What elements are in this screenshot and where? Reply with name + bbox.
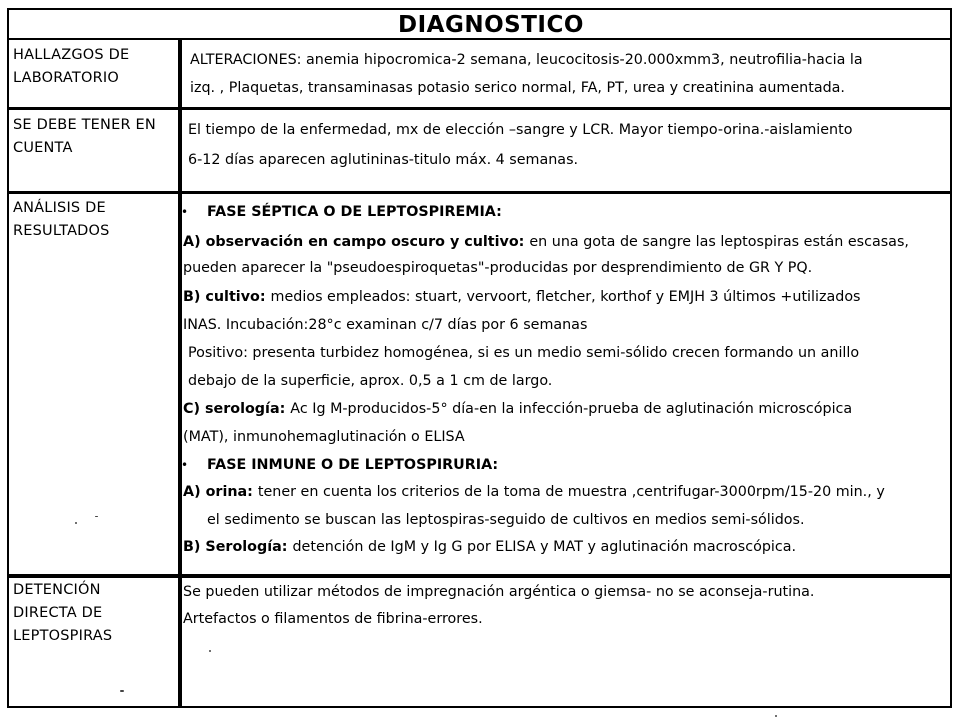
scan-speck bbox=[75, 522, 77, 524]
content-line bbox=[190, 50, 863, 70]
scan-speck bbox=[209, 650, 211, 652]
text: izq. , Plaquetas, transaminasas potasio serico normal, FA, PT, urea y creatinina aumentada. bbox=[190, 80, 845, 96]
text: debajo de la superficie, aprox. 0,5 a 1 cm de largo. bbox=[188, 373, 553, 389]
scan-speck bbox=[120, 690, 124, 692]
text: INAS. Incubación:28°c examinan c/7 días por 6 semanas bbox=[183, 317, 588, 333]
row-label: LEPTOSPIRAS bbox=[13, 628, 113, 644]
text: detención de IgM y Ig G por ELISA y MAT y aglutinación macroscópica. bbox=[292, 539, 797, 555]
text: pueden aparecer la "pseudoespiroquetas"-producidas por desprendimiento de GR Y PQ. bbox=[183, 260, 813, 276]
text: Artefactos o filamentos de fibrina-errores. bbox=[183, 611, 483, 627]
content-line bbox=[183, 427, 465, 447]
divider-title bbox=[7, 38, 952, 40]
text: ALTERACIONES: anemia hipocromica-2 semana, leucocitosis-20.000xmm3, neutrofilia-hacia la bbox=[190, 52, 863, 68]
row-label: RESULTADOS bbox=[13, 223, 110, 239]
content-line bbox=[183, 287, 861, 307]
bullet-icon: • bbox=[181, 458, 189, 472]
content-line bbox=[207, 510, 805, 530]
content-line bbox=[207, 202, 502, 222]
text: medios empleados: stuart, vervoort, fletcher, korthof y EMJH 3 últimos +utilizados bbox=[270, 289, 861, 305]
bold-text: B) Serología: bbox=[183, 539, 293, 555]
bullet-icon: • bbox=[181, 205, 189, 219]
text: Se pueden utilizar métodos de impregnación argéntica o giemsa- no se aconseja-rutina. bbox=[183, 584, 815, 600]
divider-row-1 bbox=[7, 107, 952, 110]
row-label: LABORATORIO bbox=[13, 70, 119, 86]
row-label: DETENCIÓN bbox=[13, 582, 101, 598]
text: en una gota de sangre las leptospiras están escasas, bbox=[529, 234, 909, 250]
divider-row-2 bbox=[7, 191, 952, 194]
content-line bbox=[188, 120, 852, 140]
divider-row-3 bbox=[7, 574, 952, 578]
row-label: CUENTA bbox=[13, 140, 73, 156]
text: Positivo: presenta turbidez homogénea, si es un medio semi-sólido crecen formando un anillo bbox=[188, 345, 860, 361]
text: 6-12 días aparecen aglutininas-titulo máx. 4 semanas. bbox=[188, 152, 579, 168]
row-label: ANÁLISIS DE bbox=[13, 200, 106, 216]
text: tener en cuenta los criterios de la toma de muestra ,centrifugar-3000rpm/15-20 min., y bbox=[257, 484, 885, 500]
bold-text: B) cultivo: bbox=[183, 289, 271, 305]
bold-text: FASE SÉPTICA O DE LEPTOSPIREMIA: bbox=[207, 204, 502, 220]
content-line bbox=[190, 78, 845, 98]
divider-column bbox=[178, 38, 182, 708]
content-line bbox=[183, 582, 814, 602]
text: (MAT), inmunohemaglutinación o ELISA bbox=[183, 429, 465, 445]
bold-text: A) observación en campo oscuro y cultivo: bbox=[183, 234, 530, 250]
scan-speck bbox=[775, 715, 777, 717]
bold-text: A) orina: bbox=[183, 484, 258, 500]
text: el sedimento se buscan las leptospiras-seguido de cultivos en medios semi-sólidos. bbox=[207, 512, 805, 528]
content-line bbox=[183, 258, 812, 278]
content-line bbox=[183, 537, 796, 557]
bold-text: FASE INMUNE O DE LEPTOSPIRURIA: bbox=[207, 457, 499, 473]
row-label: SE DEBE TENER EN bbox=[13, 117, 156, 133]
content-line bbox=[183, 482, 885, 502]
content-line bbox=[183, 609, 483, 629]
row-label: HALLAZGOS DE bbox=[13, 47, 130, 63]
text: El tiempo de la enfermedad, mx de elección –sangre y LCR. Mayor tiempo-orina.-aislamiento bbox=[188, 122, 853, 138]
row-label: DIRECTA DE bbox=[13, 605, 103, 621]
content-line bbox=[183, 399, 852, 419]
content-line bbox=[207, 455, 498, 475]
content-line bbox=[188, 150, 578, 170]
content-line bbox=[183, 315, 587, 335]
content-line bbox=[188, 343, 859, 363]
text: Ac Ig M-producidos-5° día-en la infección-prueba de aglutinación microscópica bbox=[290, 401, 853, 417]
scan-speck bbox=[95, 516, 98, 517]
content-line bbox=[188, 371, 552, 391]
bold-text: C) serología: bbox=[183, 401, 291, 417]
page-title: DIAGNOSTICO bbox=[398, 12, 584, 38]
content-line bbox=[183, 232, 909, 252]
